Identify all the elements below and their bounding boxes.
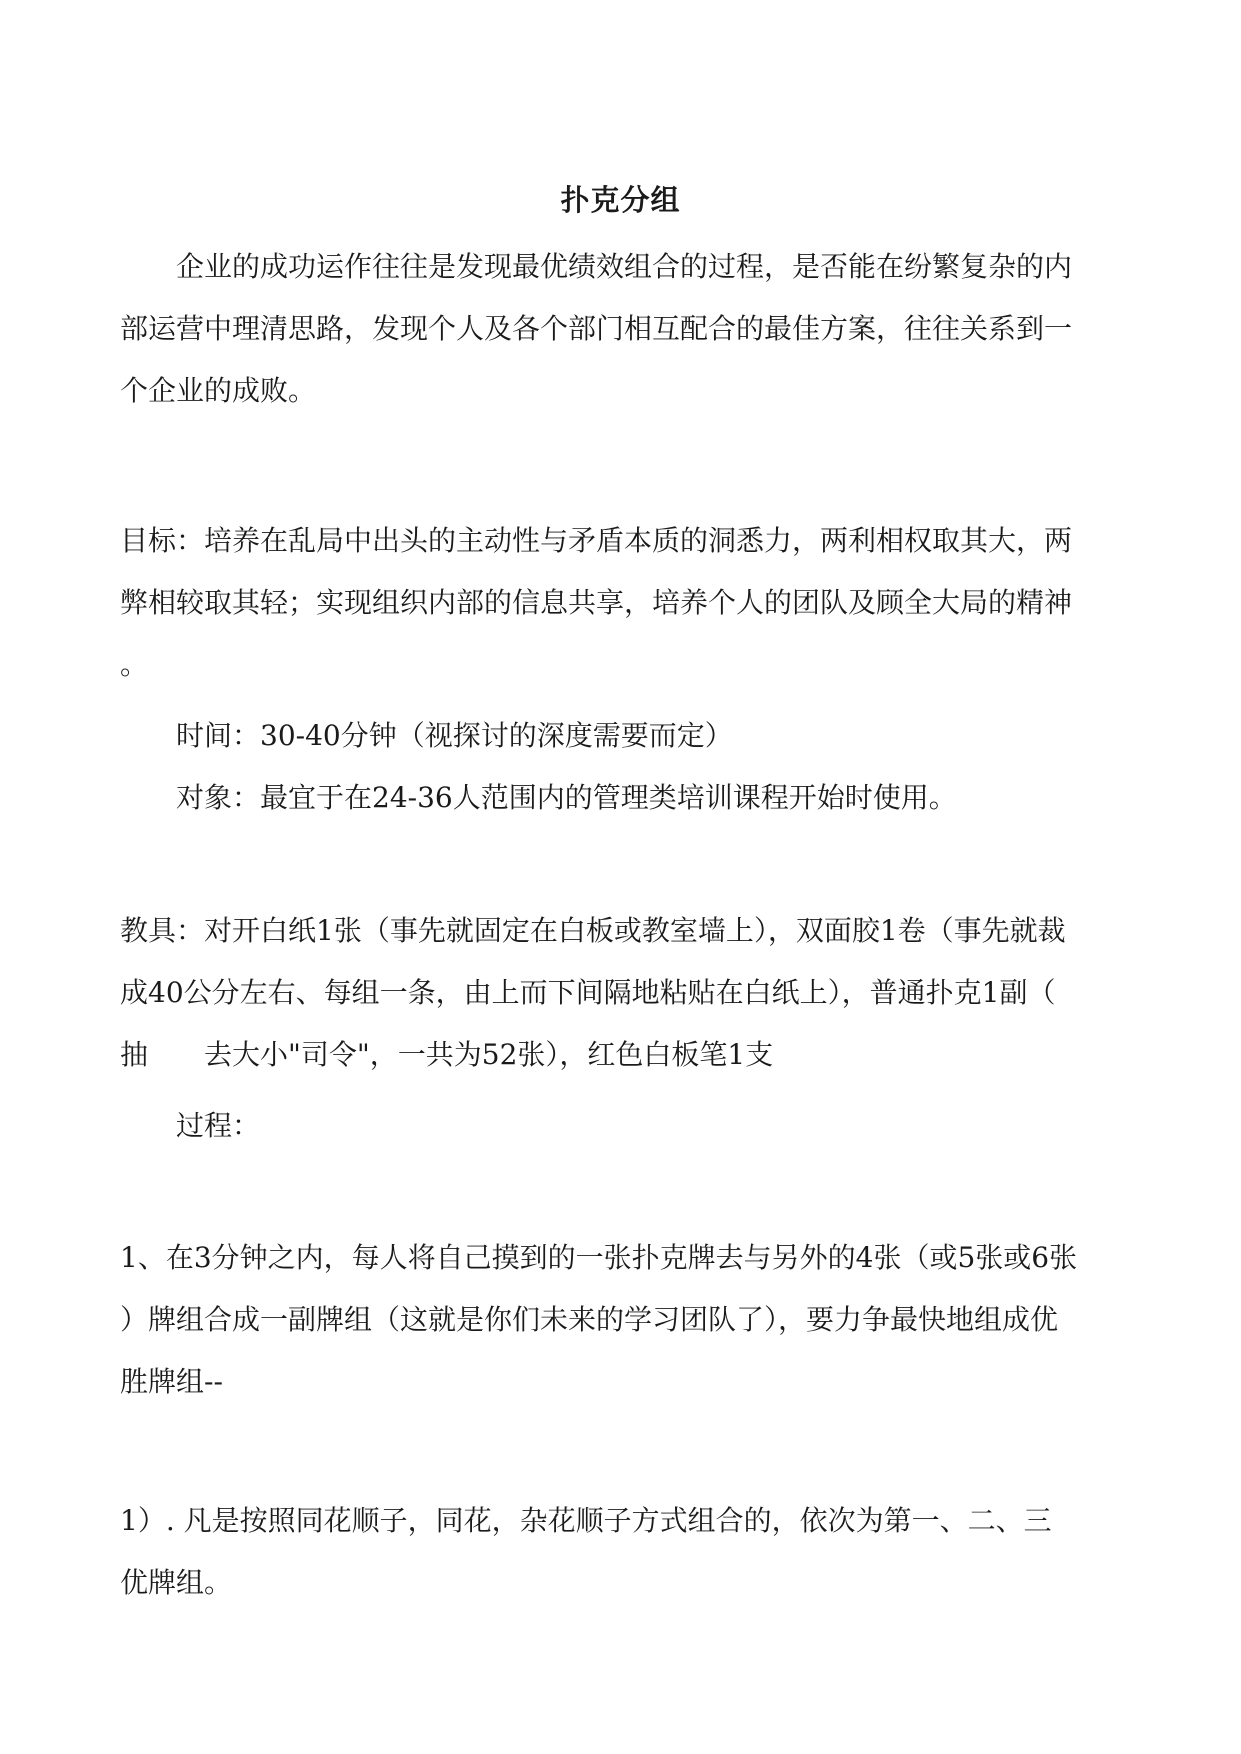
- step1-1-line: 1）. 凡是按照同花顺子，同花，杂花顺子方式组合的，依次为第一、二、三: [120, 1504, 1052, 1537]
- time-line: 时间：30-40分钟（视探讨的深度需要而定）: [176, 719, 733, 752]
- intro-line: 部运营中理清思路，发现个人及各个部门相互配合的最佳方案，往往关系到一: [120, 312, 1073, 345]
- goal-line: 弊相较取其轻；实现组织内部的信息共享，培养个人的团队及顾全大局的精神: [120, 586, 1073, 619]
- intro-line: 个企业的成败。: [120, 374, 317, 407]
- tools-paragraph: [120, 900, 1120, 1086]
- tools-line: 教具：对开白纸1张（事先就固定在白板或教室墙上），双面胶1卷（事先就裁: [120, 914, 1066, 947]
- goal-line: 目标：培养在乱局中出头的主动性与矛盾本质的洞悉力，两利相权取其大，两: [120, 524, 1073, 557]
- process-label: 过程：: [176, 1109, 261, 1142]
- tools-line-3-end: 去大小"司令"，一共为52张），红色白板笔1支: [204, 1038, 774, 1071]
- document-title: 扑克分组: [560, 183, 681, 217]
- intro-line: 企业的成功运作往往是发现最优绩效组合的过程，是否能在纷繁复杂的内: [176, 250, 1073, 283]
- step1-line: ）牌组合成一副牌组（这就是你们未来的学习团队了），要力争最快地组成优: [120, 1303, 1059, 1336]
- tools-line-3-start: 抽: [120, 1038, 149, 1071]
- tools-line-3: [120, 1024, 1120, 1086]
- audience-paragraph: [176, 767, 1126, 829]
- process-label-paragraph: [176, 1095, 1126, 1157]
- step1-line: 胜牌组--: [120, 1365, 223, 1398]
- audience-line: 对象：最宜于在24-36人范围内的管理类培训课程开始时使用。: [176, 781, 957, 814]
- intro-paragraph-continued: [120, 298, 1120, 422]
- tools-line: 成40公分左右、每组一条，由上而下间隔地粘贴在白纸上），普通扑克1副（: [120, 976, 1056, 1009]
- step1-1-line: 优牌组。: [120, 1566, 233, 1599]
- goal-line: 。: [120, 648, 149, 681]
- intro-paragraph: [176, 236, 1126, 298]
- step1-line: 1、在3分钟之内，每人将自己摸到的一张扑克牌去与另外的4张（或5张或6张: [120, 1241, 1078, 1274]
- step1-1-paragraph: [120, 1490, 1120, 1614]
- time-paragraph: [176, 705, 1126, 767]
- goal-paragraph: [120, 510, 1120, 696]
- step1-paragraph: [120, 1227, 1120, 1413]
